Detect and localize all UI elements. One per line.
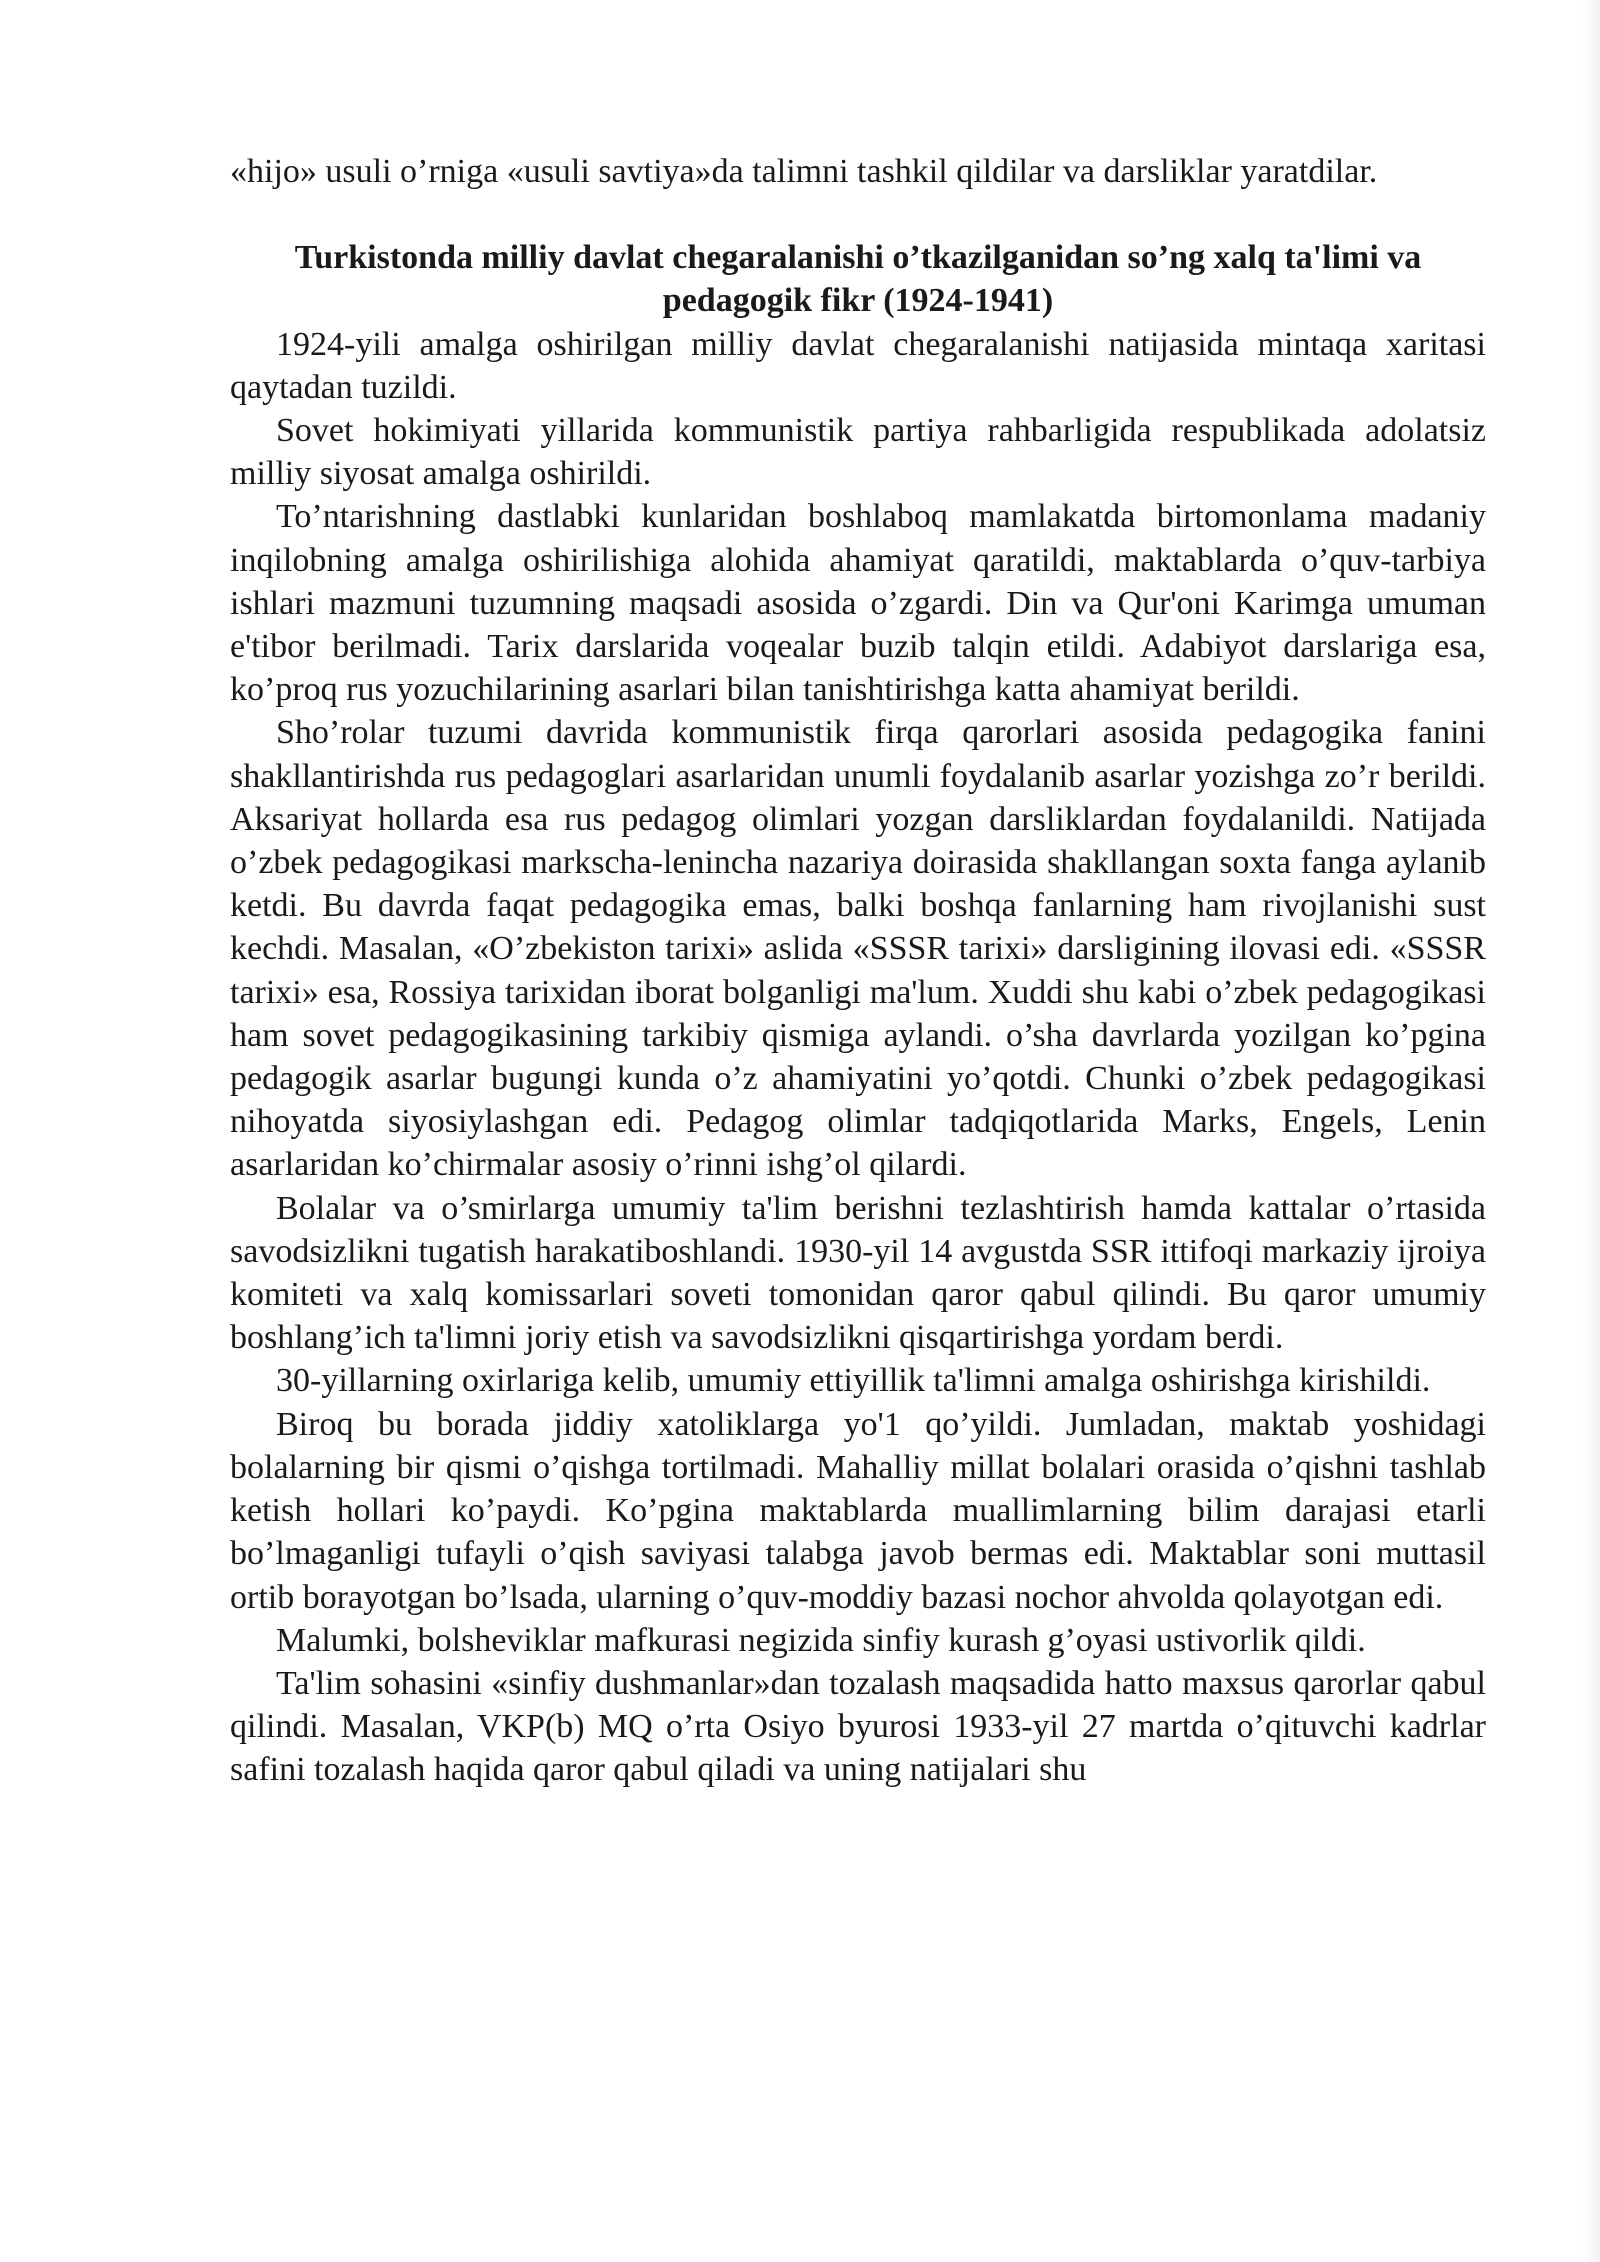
body-paragraph: 1924-yili amalga oshirilgan milliy davlat chegaralanishi natijasida mintaqa xaritasi qaytadan tuzildi. (230, 325, 1486, 406)
body-paragraph: Bolalar va o’smirlarga umumiy ta'lim berishni tezlashtirish hamda kattalar o’rtasida savodsizlikni tugatish harakatiboshlandi. 1930-yil 14 avgustda SSR ittifoqi markaziy ijroiya komiteti va xalq komissarlari soveti tomonidan qaror qabul qilindi. Bu qaror umumiy boshlang’ich ta'limni joriy etish va savodsizlikni qisqartirishga yordam berdi. (230, 1189, 1486, 1357)
body-paragraph: Ta'lim sohasini «sinfiy dushmanlar»dan tozalash maqsadida hatto maxsus qarorlar qabul qilindi. Masalan, VKP(b) MQ o’rta Osiyo byurosi 1933-yil 27 martda o’qituvchi kadrlar safini tozalash haqida qaror qabul qiladi va uning natijalari shu (230, 1664, 1486, 1789)
intro-paragraph: «hijo» usuli o’rniga «usuli savtiya»da talimni tashkil qildilar va darsliklar yaratdilar. (230, 153, 1378, 190)
page-edge-shadow (1582, 0, 1600, 2262)
body-paragraph: 30-yillarning oxirlariga kelib, umumiy ettiyillik ta'limni amalga oshirishga kirishildi. (276, 1362, 1431, 1400)
body-paragraph: Sho’rolar tuzumi davrida kommunistik firqa qarorlari asosida pedagogika fanini shakllantirishda rus pedagoglari asarlaridan unumli foydalanib asarlar yozishga zo’r berildi. Aksariyat hollarda esa rus pedagog olimlari yozgan darsliklardan foydalanildi. Natijada o’zbek pedagogikasi markscha-lenincha nazariya doirasida shakllangan soxta fanga aylanib ketdi. Bu davrda faqat pedagogika emas, balki boshqa fanlarning ham rivojlanishi sust kechdi. Masalan, «O’zbekiston tarixi» aslida «SSSR tarixi» darsligining ilovasi edi. «SSSR tarixi» esa, Rossiya tarixidan iborat bolganligi ma'lum. Xuddi shu kabi o’zbek pedagogikasi ham sovet pedagogikasining tarkibiy qismiga aylandi. o’sha davrlarda yozilgan ko’pgina pedagogik asarlar bugungi kunda o’z ahamiyatini yo’qotdi. Chunki o’zbek pedagogikasi nihoyatda siyosiylashgan edi. Pedagog olimlar tadqiqotlarida Marks, Engels, Lenin asarlaridan ko’chirmalar asosiy o’rinni ishg’ol qilardi. (230, 714, 1486, 1184)
body-paragraph: To’ntarishning dastlabki kunlaridan boshlaboq mamlakatda birtomonlama madaniy inqilobning amalga oshirilishiga alohida ahamiyat qaratildi, maktablarda o’quv-tarbiya ishlari mazmuni tuzumning maqsadi asosida o’zgardi. Din va Qur'oni Karimga umuman e'tibor berilmadi. Tarix darslarida voqealar buzib talqin etildi. Adabiyot darslariga esa, ko’proq rus yozuchilarining asarlari bilan tanishtirishga katta ahamiyat berildi. (230, 498, 1486, 709)
body-paragraph: Sovet hokimiyati yillarida kommunistik partiya rahbarligida respublikada adolatsiz milliy siyosat amalga oshirildi. (230, 412, 1486, 493)
body-paragraph: Malumki, bolsheviklar mafkurasi negizida sinfiy kurash g’oyasi ustivorlik qildi. (276, 1621, 1366, 1659)
document-page (230, 150, 1486, 1792)
body-paragraph: Biroq bu borada jiddiy xatoliklarga yo'1 qo’yildi. Jumladan, maktab yoshidagi bolalarning bir qismi o’qishga tortilmadi. Mahalliy millat bolalari orasida o’qishni tashlab ketish hollari ko’paydi. Ko’pgina maktablarda muallimlarning bilim darajasi etarli bo’lmaganligi tufayli o’qish saviyasi talabga javob bermas edi. Maktablar soni muttasil ortib borayotgan bo’lsada, ularning o’quv-moddiy bazasi nochor ahvolda qolayotgan edi. (230, 1405, 1486, 1616)
section-heading: Turkistonda milliy davlat chegaralanishi o’tkazilganidan so’ng xalq ta'limi va pedagogik fikr (1924-1941) (294, 239, 1422, 320)
